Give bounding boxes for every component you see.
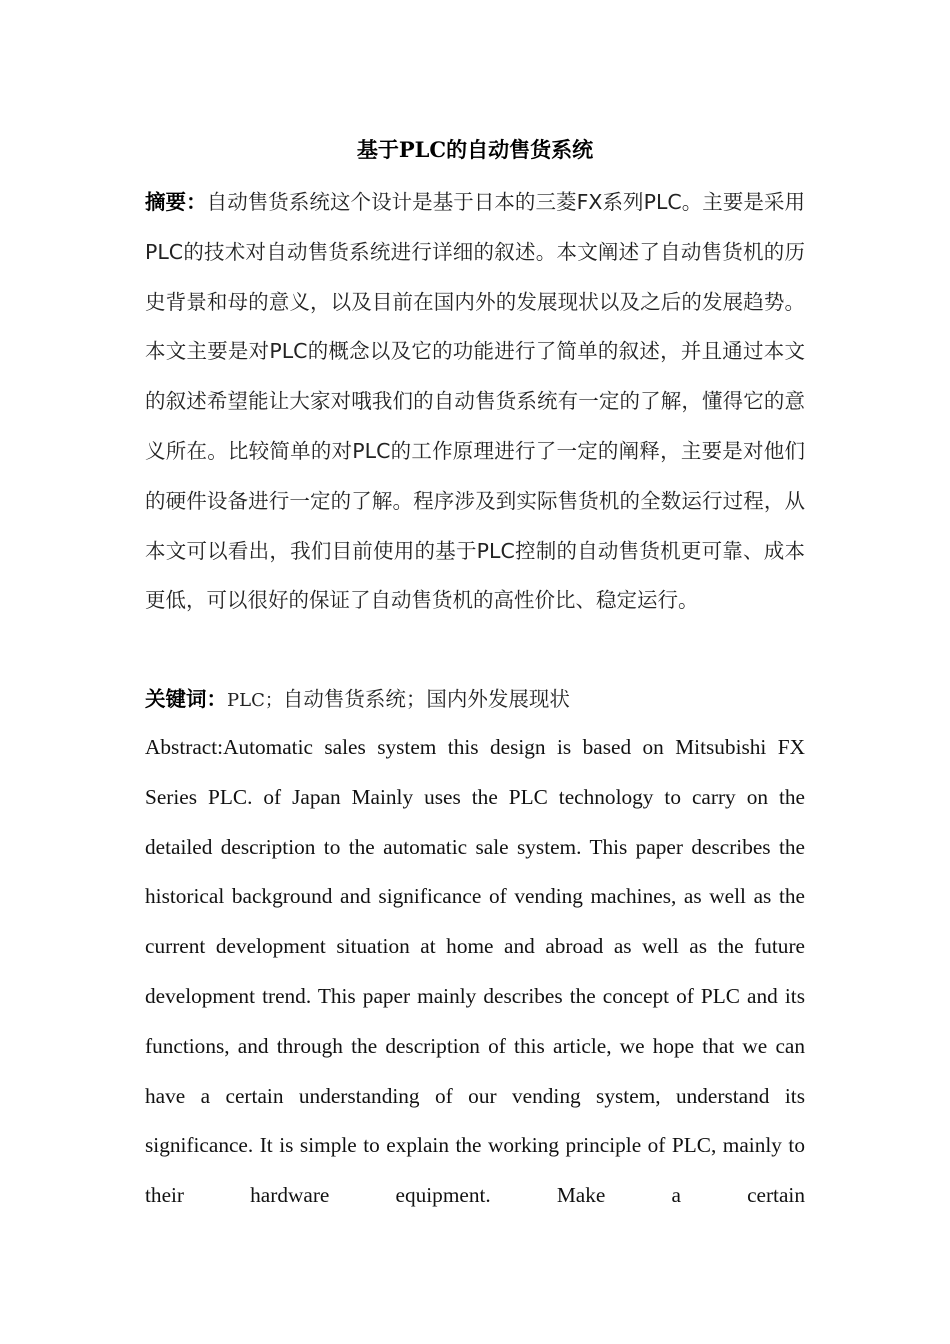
abstract-chinese <box>145 178 805 626</box>
document-title: 基于PLC的自动售货系统 <box>356 137 594 162</box>
keywords-rest: 自动售货系统；国内外发展现状 <box>282 687 570 711</box>
keyword-plc: PLC； <box>227 690 283 711</box>
keywords <box>145 675 805 726</box>
abstract-chinese-text: 自动售货系统这个设计是基于日本的三菱FX系列PLC。主要是采用PLC的技术对自动售货系统进行详细的叙述。本文阐述了自动售货机的历史背景和母的意义，以及目前在国内外的发展现状以及之后的发展趋势。本文主要是对PLC的概念以及它的功能进行了简单的叙述，并且通过本文的叙述希望能让大家对哦我们的自动售货系统有一定的了解，懂得它的意义所在。比较简单的对PLC的工作原理进行了一定的阐释，主要是对他们的硬件设备进行一定的了解。程序涉及到实际售货机的全数运行过程，从本文可以看出，我们目前使用的基于PLC控制的自动售货机更可靠、成本更低，可以很好的保证了自动售货机的高性价比、稳定运行。 <box>145 190 805 613</box>
abstract-label: 摘要： <box>145 190 207 214</box>
keywords-label: 关键词： <box>145 687 227 711</box>
abstract-english: Abstract:Automatic sales system this design is based on Mitsubishi FX Series PLC. of Japan Mainly uses the PLC technology to carry on the detailed description to the automatic sale system. This paper describes the historical background and significance of vending machines, as well as the current development situation at home and abroad as well as the future development trend. This paper mainly describes the concept of PLC and its functions, and through the description of this article, we hope that we can have a certain understanding of our vending system, understand its significance. It is simple to explain the working principle of PLC, mainly to their hardware equipment. Make a certain <box>145 735 805 1208</box>
